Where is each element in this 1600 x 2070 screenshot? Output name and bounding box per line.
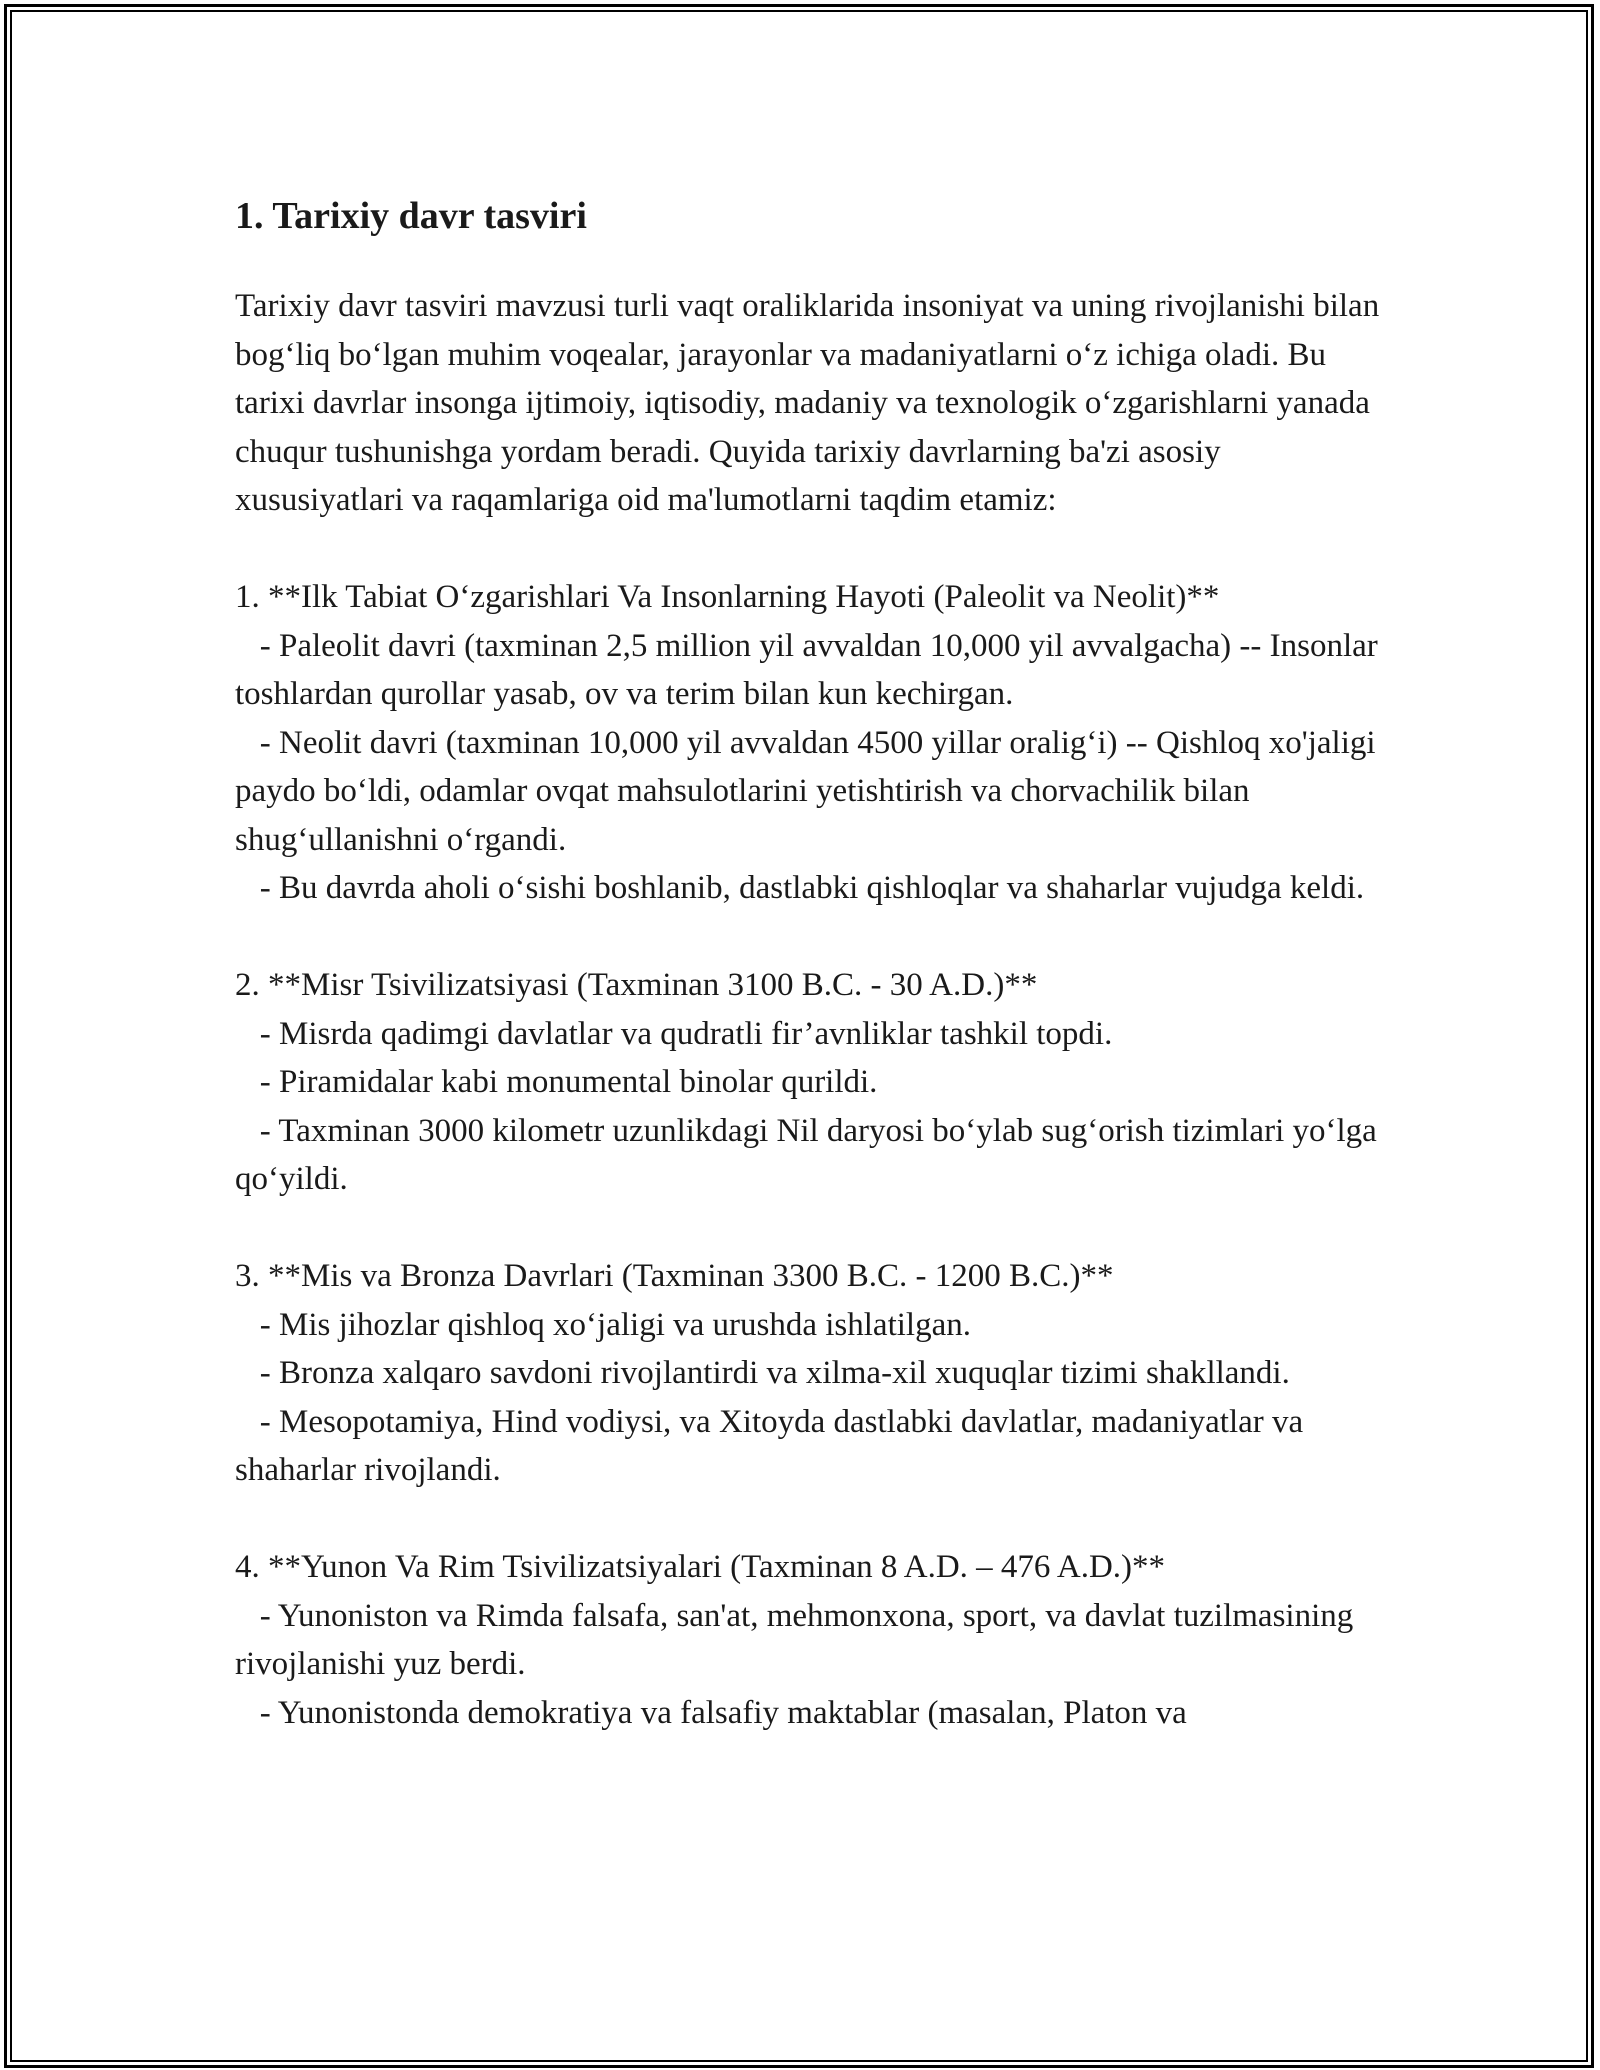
- section-3-item-1: - Mis jihozlar qishloq xo‘jaligi va urushda ishlatilgan.: [235, 1306, 971, 1343]
- intro-paragraph: Tarixiy davr tasviri mavzusi turli vaqt oraliklarida insoniyat va uning rivojlanishi bilan bog‘liq bo‘lgan muhim voqealar, jarayonlar va madaniyatlarni o‘z ichiga oladi. Bu tarixi davrlar insonga ijtimoiy, iqtisodiy, madaniy va texnologik o‘zgarishlarni yanada chuqur tushunishga yordam beradi. Quyida tarixiy davrlarning ba'zi asosiy xususiyatlari va raqamlariga oid ma'lumotlarni taqdim etamiz:: [235, 288, 1388, 518]
- section-2-item-1: - Misrda qadimgi davlatlar va qudratli fir’avnliklar tashkil topdi.: [235, 1015, 1113, 1052]
- section-1-item-2: - Neolit davri (taxminan 10,000 yil avvaldan 4500 yillar oralig‘i) -- Qishloq xo'jaligi paydo bo‘ldi, odamlar ovqat mahsulotlarini yetishtirish va chorvachilik bilan shug‘ullanishni o‘rgandi.: [235, 724, 1384, 858]
- section-1-item-3: - Bu davrda aholi o‘sishi boshlanib, dastlabki qishloqlar va shaharlar vujudga keldi.: [235, 870, 1365, 906]
- spacer: [235, 1204, 1380, 1253]
- section-3: [235, 1252, 1380, 1495]
- section-4-item-2: - Yunonistonda demokratiya va falsafiy maktablar (masalan, Platon va: [235, 1694, 1187, 1731]
- section-4: [235, 1543, 1380, 1737]
- spacer: [235, 913, 1380, 962]
- section-3-item-2: - Bronza xalqaro savdoni rivojlantirdi va xilma-xil xuquqlar tizimi shakllandi.: [235, 1355, 1290, 1391]
- section-1-item-1: - Paleolit davri (taxminan 2,5 million yil avvaldan 10,000 yil avvalgacha) -- Insonlar toshlardan qurollar yasab, ov va terim bilan kun kechirgan.: [235, 627, 1387, 712]
- document-body: [235, 185, 1388, 1737]
- spacer: [235, 525, 1380, 574]
- section-3-item-3: - Mesopotamiya, Hind vodiysi, va Xitoyda dastlabki davlatlar, madaniyatlar va shaharlar rivojlandi.: [235, 1403, 1312, 1488]
- section-heading: 1. Tarixiy davr tasviri: [235, 195, 587, 237]
- spacer: [235, 1495, 1380, 1544]
- section-2-item-2: - Piramidalar kabi monumental binolar qurildi.: [235, 1064, 878, 1100]
- section-1-title: 1. **Ilk Tabiat O‘zgarishlari Va Insonlarning Hayoti (Paleolit va Neolit)**: [235, 579, 1220, 615]
- section-4-item-1: - Yunoniston va Rimda falsafa, san'at, mehmonxona, sport, va davlat tuzilmasining rivojlanishi yuz berdi.: [235, 1597, 1362, 1682]
- section-1: [235, 573, 1387, 913]
- section-4-title: 4. **Yunon Va Rim Tsivilizatsiyalari (Taxminan 8 A.D. – 476 A.D.)**: [235, 1549, 1166, 1585]
- section-2: [235, 961, 1386, 1204]
- section-2-title: 2. **Misr Tsivilizatsiyasi (Taxminan 3100 B.C. - 30 A.D.)**: [235, 967, 1038, 1003]
- section-2-item-3: - Taxminan 3000 kilometr uzunlikdagi Nil daryosi bo‘ylab sug‘orish tizimlari yo‘lga qo‘yildi.: [235, 1112, 1386, 1197]
- section-3-title: 3. **Mis va Bronza Davrlari (Taxminan 3300 B.C. - 1200 B.C.)**: [235, 1258, 1114, 1294]
